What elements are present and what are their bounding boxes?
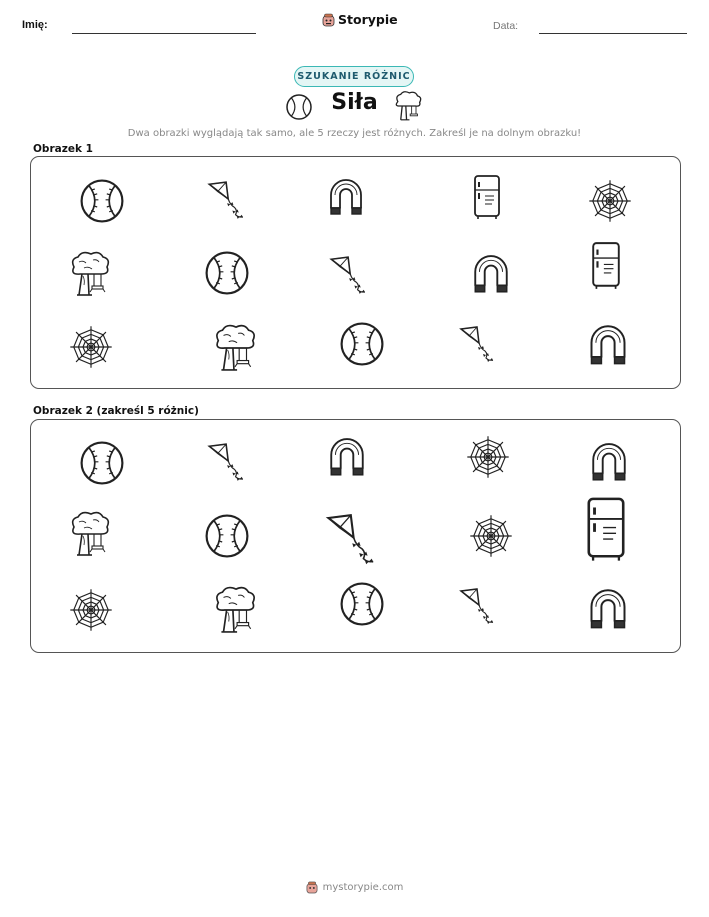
brand-name: Storypie [338, 12, 398, 27]
kite-icon[interactable] [455, 582, 495, 630]
fridge-icon[interactable] [581, 496, 631, 562]
date-field-line[interactable] [539, 33, 687, 34]
tree-swing-icon[interactable] [212, 584, 258, 636]
footer [0, 881, 709, 894]
magnet-icon[interactable] [586, 587, 630, 633]
spider-web-icon [586, 178, 634, 224]
magnet-icon [586, 323, 630, 369]
baseball-icon [338, 320, 386, 368]
tree-swing-icon [67, 250, 113, 298]
brand-logo [322, 12, 398, 27]
magnet-icon[interactable] [326, 436, 368, 480]
tree-swing-icon[interactable] [67, 510, 113, 558]
title-right-decoration [392, 90, 424, 122]
spider-web-icon[interactable] [465, 434, 511, 480]
name-field-line[interactable] [72, 33, 256, 34]
baseball-icon[interactable] [203, 512, 251, 560]
storypie-mascot-icon [322, 13, 335, 27]
fridge-icon [470, 174, 504, 220]
spider-web-icon[interactable] [468, 513, 514, 559]
footer-url[interactable]: mystorypie.com [322, 882, 404, 893]
magnet-icon [326, 177, 366, 219]
picture2-label: Obrazek 2 (zakreśl 5 różnic) [33, 405, 199, 417]
kite-icon [455, 320, 495, 368]
tree-swing-icon [212, 322, 258, 374]
baseball-icon [78, 177, 126, 225]
tree-swing-icon [392, 90, 424, 122]
magnet-icon [470, 253, 512, 297]
kite-icon[interactable] [203, 437, 245, 487]
kite-icon [203, 176, 245, 224]
kite-icon[interactable] [320, 503, 376, 575]
kite-icon [325, 251, 367, 299]
fridge-icon [588, 241, 624, 290]
date-label: Data: [493, 20, 519, 32]
spider-web-icon [67, 324, 115, 370]
page-title: Siła [331, 90, 378, 115]
name-label: Imię: [22, 19, 48, 31]
baseball-icon [203, 249, 251, 297]
magnet-icon[interactable] [588, 441, 630, 485]
storypie-mascot-icon [306, 881, 318, 894]
baseball-icon[interactable] [338, 580, 386, 628]
spider-web-icon[interactable] [67, 587, 115, 633]
activity-badge: SZUKANIE RÓŻNIC [294, 66, 414, 87]
baseball-icon[interactable] [78, 439, 126, 487]
picture1-label: Obrazek 1 [33, 143, 93, 155]
instructions: Dwa obrazki wyglądają tak samo, ale 5 rzeczy jest różnych. Zakreśl je na dolnym obrazku! [127, 128, 582, 139]
